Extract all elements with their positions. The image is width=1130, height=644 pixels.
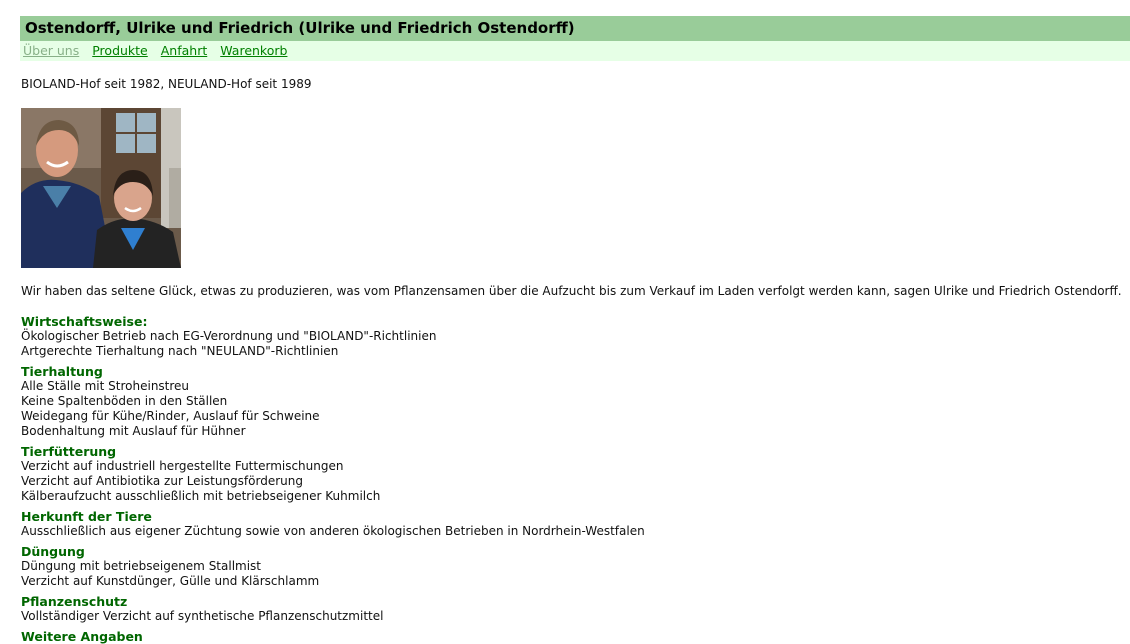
section-heading-duengung: Düngung	[21, 544, 85, 559]
section-line: Alle Ställe mit Stroheinstreu	[21, 379, 190, 393]
section-line: Ökologischer Betrieb nach EG-Verordnung und "BIOLAND"-Richtlinien	[21, 329, 437, 343]
section-heading-wirtschaftsweise: Wirtschaftsweise:	[21, 314, 148, 329]
section-heading-herkunft: Herkunft der Tiere	[21, 509, 152, 524]
section-heading-weitere-angaben: Weitere Angaben	[21, 629, 143, 644]
section-heading-tierfuetterung: Tierfütterung	[21, 444, 117, 459]
section-line: Verzicht auf industriell hergestellte Futtermischungen	[21, 459, 344, 473]
nav-link-warenkorb[interactable]: Warenkorb	[220, 43, 288, 58]
section-line: Artgerechte Tierhaltung nach "NEULAND"-Richtlinien	[21, 344, 339, 358]
section-line: Ausschließlich aus eigener Züchtung sowie von anderen ökologischen Betrieben in Nordrhein-Westfalen	[21, 524, 645, 538]
nav-link-produkte[interactable]: Produkte	[92, 43, 148, 58]
section-line: Kälberaufzucht ausschließlich mit betriebseigener Kuhmilch	[21, 489, 381, 503]
page-title: Ostendorff, Ulrike und Friedrich (Ulrike und Friedrich Ostendorff)	[25, 19, 575, 37]
section-line: Weidegang für Kühe/Rinder, Auslauf für Schweine	[21, 409, 320, 423]
section-line: Vollständiger Verzicht auf synthetische Pflanzenschutzmittel	[21, 609, 384, 623]
nav-bar	[20, 41, 1130, 61]
section-heading-pflanzenschutz: Pflanzenschutz	[21, 594, 128, 609]
section-line: Verzicht auf Kunstdünger, Gülle und Klärschlamm	[21, 574, 320, 588]
nav-link-ueber-uns[interactable]: Über uns	[23, 43, 80, 58]
title-bar	[20, 16, 1130, 41]
section-line: Keine Spaltenböden in den Ställen	[21, 394, 228, 408]
nav-link-anfahrt[interactable]: Anfahrt	[160, 43, 208, 58]
quote-text: Wir haben das seltene Glück, etwas zu produzieren, was vom Pflanzensamen über die Aufzucht bis zum Verkauf im Laden verfolgt werden kann, sagen Ulrike und Friedrich Ostendorff.	[21, 284, 1122, 298]
farmer-photo	[21, 108, 181, 268]
intro-text: BIOLAND-Hof seit 1982, NEULAND-Hof seit 1989	[21, 77, 312, 91]
section-line: Bodenhaltung mit Auslauf für Hühner	[21, 424, 246, 438]
farm-details	[21, 314, 1121, 644]
section-line: Düngung mit betriebseigenem Stallmist	[21, 559, 262, 573]
section-line: Verzicht auf Antibiotika zur Leistungsförderung	[21, 474, 303, 488]
section-heading-tierhaltung: Tierhaltung	[21, 364, 103, 379]
